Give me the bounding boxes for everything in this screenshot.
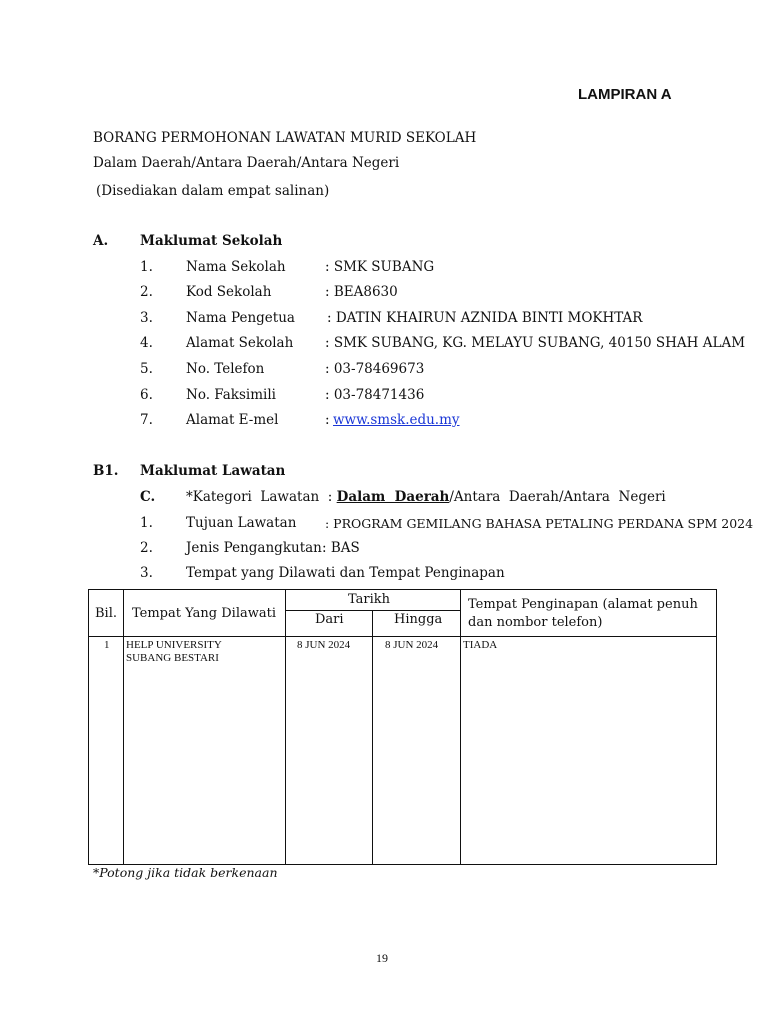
- section-a-item-value: : 03-78469673: [325, 361, 425, 377]
- section-a-title: Maklumat Sekolah: [140, 233, 283, 249]
- kategori-selected: Dalam Daerah: [336, 489, 450, 505]
- section-b1-item-no: 3.: [140, 565, 153, 581]
- cell-dari: 8 JUN 2024: [297, 639, 351, 651]
- section-a-item-value: : SMK SUBANG, KG. MELAYU SUBANG, 40150 SHAH ALAM: [325, 335, 746, 351]
- section-a-item-label: Alamat Sekolah: [186, 335, 294, 351]
- section-a-item-label: No. Faksimili: [186, 387, 276, 403]
- header-penginapan-cont: dan nombor telefon): [468, 615, 603, 630]
- kategori-line: [186, 489, 666, 505]
- cell-hingga: 8 JUN 2024: [385, 639, 439, 651]
- header-hingga: Hingga: [394, 612, 443, 627]
- table-border-right: [716, 589, 717, 865]
- section-a-item-no: 2.: [140, 284, 153, 300]
- cell-penginapan: TIADA: [463, 639, 498, 651]
- header-dari: Dari: [315, 612, 344, 627]
- section-b1-title: Maklumat Lawatan: [140, 463, 286, 479]
- lampiran-label: LAMPIRAN A: [578, 86, 672, 103]
- section-b1-item-no: 1.: [140, 515, 153, 531]
- email-link[interactable]: www.smsk.edu.my: [333, 412, 460, 428]
- section-b1-item-label: Tempat yang Dilawati dan Tempat Penginapan: [186, 565, 505, 581]
- form-subtitle: Dalam Daerah/Antara Daerah/Antara Negeri: [93, 155, 400, 171]
- section-b1-item-value: : PROGRAM GEMILANG BAHASA PETALING PERDANA SPM 2024: [325, 516, 754, 531]
- table-col-divider: [372, 610, 373, 865]
- section-b1-item-value: : BAS: [322, 540, 360, 556]
- section-a-item-no: 1.: [140, 259, 153, 275]
- table-col-divider: [123, 589, 124, 865]
- cell-tempat: HELP UNIVERSITY: [126, 639, 222, 651]
- header-bil: Bil.: [95, 606, 118, 621]
- cell-bil: 1: [104, 639, 110, 651]
- section-b1-code: B1.: [93, 463, 119, 479]
- section-a-item-label: Nama Pengetua: [186, 310, 295, 326]
- section-a-item-no: 4.: [140, 335, 153, 351]
- section-a-item-label: Alamat E-mel: [186, 412, 279, 428]
- section-a-item-no: 7.: [140, 412, 153, 428]
- page-number: 19: [376, 951, 388, 965]
- header-tarikh: Tarikh: [348, 592, 391, 607]
- email-colon: :: [325, 412, 330, 428]
- header-penginapan: Tempat Penginapan (alamat penuh: [468, 597, 698, 612]
- section-a-item-value: : 03-78471436: [325, 387, 425, 403]
- kategori-no: C.: [140, 489, 156, 505]
- section-b1-item-label: Tujuan Lawatan: [186, 515, 297, 531]
- section-a-item-no: 5.: [140, 361, 153, 377]
- footnote: *Potong jika tidak berkenaan: [93, 865, 278, 880]
- section-a-item-label: Nama Sekolah: [186, 259, 286, 275]
- section-a-code: A.: [93, 233, 109, 249]
- section-b1-item-no: 2.: [140, 540, 153, 556]
- form-note: (Disediakan dalam empat salinan): [96, 183, 330, 199]
- table-border-top: [88, 589, 717, 590]
- section-a-item-value: : BEA8630: [325, 284, 398, 300]
- table-header-divider: [88, 636, 717, 637]
- kategori-label: *Kategori Lawatan :: [186, 489, 333, 505]
- section-a-item-no: 6.: [140, 387, 153, 403]
- header-tempat: Tempat Yang Dilawati: [132, 606, 277, 621]
- section-a-item-label: No. Telefon: [186, 361, 265, 377]
- visit-table: [88, 589, 717, 865]
- section-a-item-label: Kod Sekolah: [186, 284, 272, 300]
- cell-tempat-cont: SUBANG BESTARI: [126, 652, 219, 664]
- section-a-item-value: : SMK SUBANG: [325, 259, 435, 275]
- table-col-divider: [285, 589, 286, 865]
- section-b1-item-label: Jenis Pengangkutan: [186, 540, 322, 556]
- table-border-left: [88, 589, 89, 865]
- section-a-item-value: : DATIN KHAIRUN AZNIDA BINTI MOKHTAR: [327, 310, 643, 326]
- form-title: BORANG PERMOHONAN LAWATAN MURID SEKOLAH: [93, 130, 477, 146]
- table-col-divider: [460, 589, 461, 865]
- section-a-item-no: 3.: [140, 310, 153, 326]
- kategori-rest: /Antara Daerah/Antara Negeri: [449, 489, 666, 505]
